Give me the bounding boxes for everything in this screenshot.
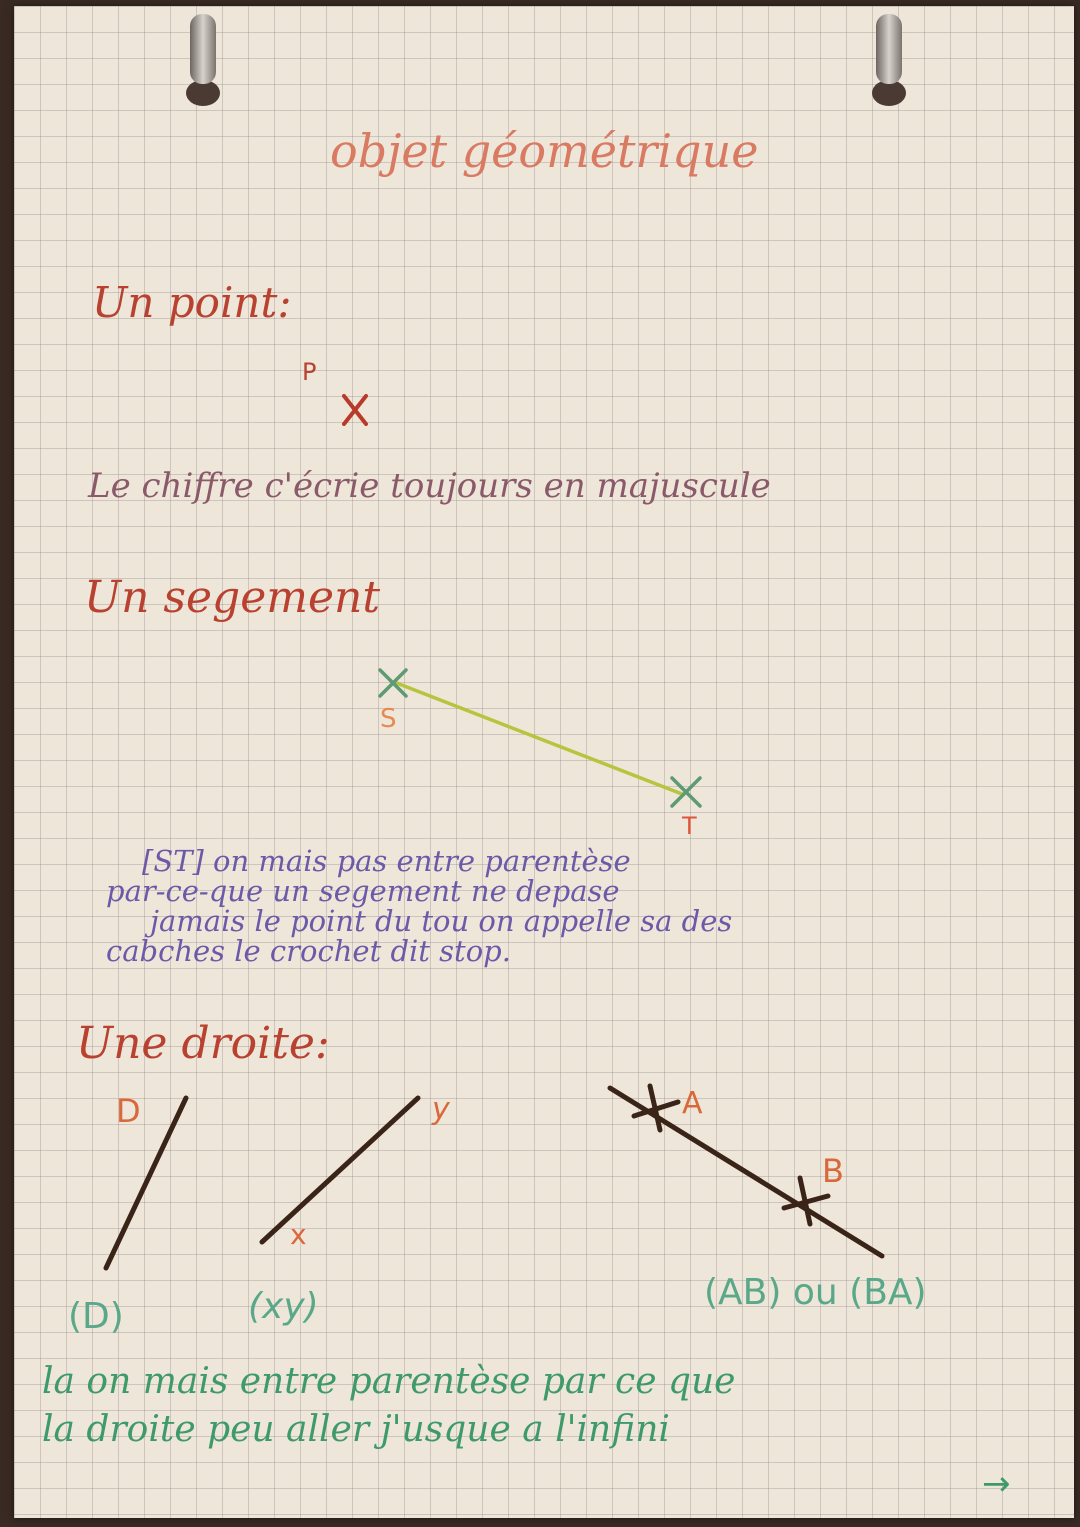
explanation-line-1: [ST] on mais pas entre parentèse (142, 844, 631, 878)
explanation-line-4: cabches le crochet dit stop. (106, 934, 511, 968)
note-majuscule: Le chiffre c'écrie toujours en majuscule (88, 466, 771, 506)
segment-label-t: T (682, 812, 697, 840)
segment-cross-s (380, 670, 406, 696)
footer-line-1: la on mais entre parentèse par ce que (42, 1361, 736, 1402)
segment-st-line (394, 682, 682, 794)
heading-segment: Un segement (84, 572, 381, 623)
explanation-line-3: jamais le point du tou on appelle sa des (150, 904, 733, 938)
heading-point: Un point: (92, 278, 292, 327)
footer-line-2: la droite peu aller j'usque a l'infini (42, 1409, 670, 1450)
line-d-notation: (D) (68, 1296, 124, 1337)
point-label-p: P (302, 358, 317, 386)
continue-arrow-icon: → (982, 1464, 1011, 1504)
line-xy (262, 1098, 418, 1242)
line-xy-label-top: y (432, 1092, 450, 1127)
line-d-label: D (116, 1092, 141, 1130)
drawings (14, 6, 1074, 1518)
point-b-label: B (822, 1152, 844, 1190)
explanation-line-2: par-ce-que un segement ne depase (106, 874, 620, 908)
page-title: objet géométrique (330, 124, 759, 178)
line-d (106, 1098, 186, 1268)
line-xy-notation: (xy) (248, 1286, 319, 1327)
line-ab-notation: (AB) ou (BA) (704, 1272, 927, 1313)
point-p-cross (344, 396, 366, 424)
point-a-label: A (682, 1086, 703, 1121)
heading-droite: Une droite: (76, 1018, 330, 1069)
segment-label-s: S (380, 704, 397, 734)
notebook-page (14, 6, 1074, 1518)
line-xy-label-bottom: x (290, 1218, 307, 1251)
